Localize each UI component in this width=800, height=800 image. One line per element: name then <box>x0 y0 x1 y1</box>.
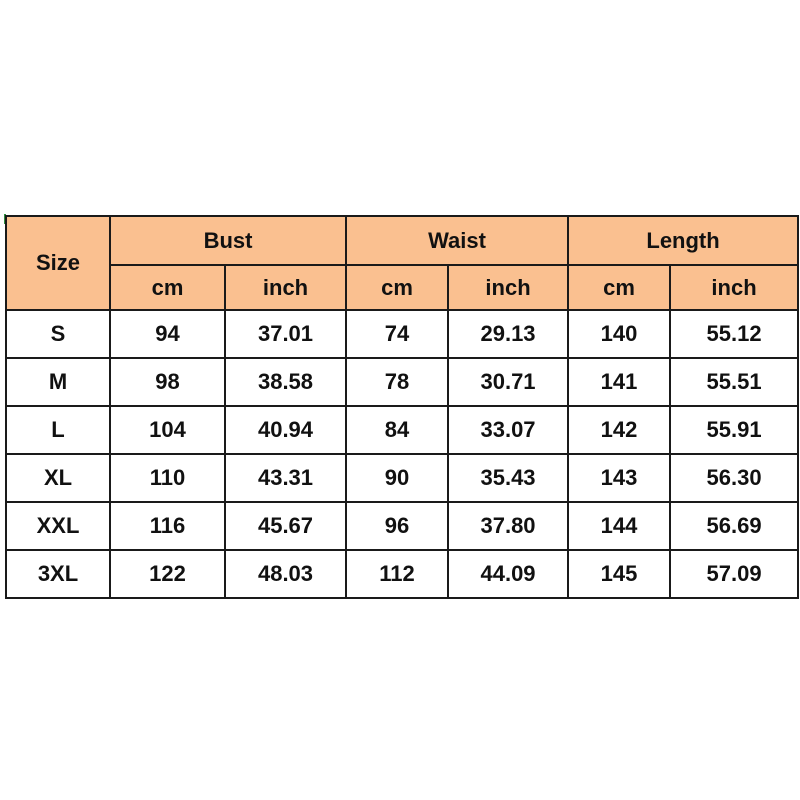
table-row <box>6 310 798 358</box>
unit-header: inch <box>448 265 568 310</box>
value-cell: 40.94 <box>225 406 346 454</box>
value-cell: 55.91 <box>670 406 798 454</box>
header-group-row <box>6 216 798 265</box>
table-row <box>6 406 798 454</box>
value-cell: 56.30 <box>670 454 798 502</box>
value-cell: 140 <box>568 310 670 358</box>
size-chart <box>5 215 797 591</box>
size-header: Size <box>6 216 110 310</box>
value-cell: 45.67 <box>225 502 346 550</box>
value-cell: 55.51 <box>670 358 798 406</box>
table-row <box>6 550 798 598</box>
unit-header: cm <box>110 265 225 310</box>
value-cell: 112 <box>346 550 448 598</box>
value-cell: 44.09 <box>448 550 568 598</box>
group-header-bust: Bust <box>110 216 346 265</box>
table-row <box>6 502 798 550</box>
value-cell: 90 <box>346 454 448 502</box>
value-cell: 30.71 <box>448 358 568 406</box>
value-cell: 116 <box>110 502 225 550</box>
value-cell: 43.31 <box>225 454 346 502</box>
value-cell: 122 <box>110 550 225 598</box>
value-cell: 141 <box>568 358 670 406</box>
value-cell: 38.58 <box>225 358 346 406</box>
value-cell: 37.80 <box>448 502 568 550</box>
value-cell: 142 <box>568 406 670 454</box>
value-cell: 37.01 <box>225 310 346 358</box>
value-cell: 145 <box>568 550 670 598</box>
unit-header: inch <box>225 265 346 310</box>
value-cell: 98 <box>110 358 225 406</box>
group-header-waist: Waist <box>346 216 568 265</box>
table-row <box>6 358 798 406</box>
value-cell: 74 <box>346 310 448 358</box>
size-table <box>5 215 799 599</box>
size-cell: 3XL <box>6 550 110 598</box>
value-cell: 56.69 <box>670 502 798 550</box>
size-cell: S <box>6 310 110 358</box>
value-cell: 78 <box>346 358 448 406</box>
unit-header: inch <box>670 265 798 310</box>
value-cell: 48.03 <box>225 550 346 598</box>
value-cell: 57.09 <box>670 550 798 598</box>
value-cell: 29.13 <box>448 310 568 358</box>
value-cell: 35.43 <box>448 454 568 502</box>
size-cell: M <box>6 358 110 406</box>
value-cell: 96 <box>346 502 448 550</box>
table-row <box>6 454 798 502</box>
group-header-length: Length <box>568 216 798 265</box>
size-cell: XL <box>6 454 110 502</box>
value-cell: 55.12 <box>670 310 798 358</box>
value-cell: 84 <box>346 406 448 454</box>
value-cell: 94 <box>110 310 225 358</box>
header-unit-row <box>6 265 798 310</box>
unit-header: cm <box>346 265 448 310</box>
value-cell: 143 <box>568 454 670 502</box>
value-cell: 33.07 <box>448 406 568 454</box>
value-cell: 144 <box>568 502 670 550</box>
size-cell: L <box>6 406 110 454</box>
size-cell: XXL <box>6 502 110 550</box>
value-cell: 104 <box>110 406 225 454</box>
unit-header: cm <box>568 265 670 310</box>
value-cell: 110 <box>110 454 225 502</box>
